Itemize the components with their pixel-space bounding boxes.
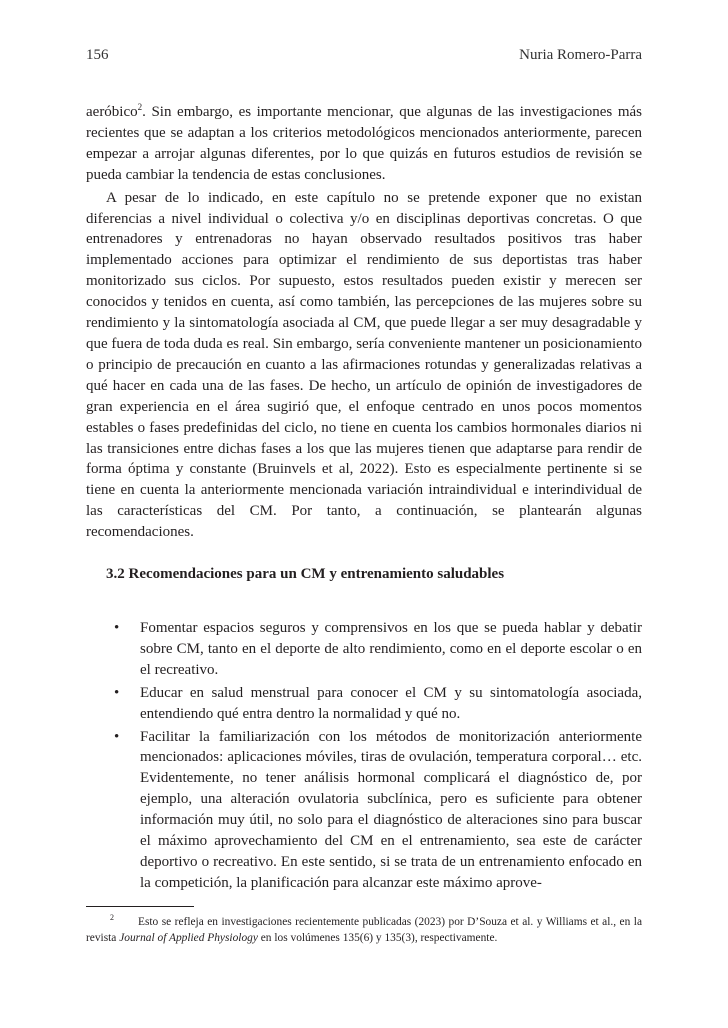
footnote: 2 Esto se refleja en investigaciones recientemente publicadas (2023) por D’Souza et al. y Williams et al., en la revista Journal of Applied Physiology en los volúmenes 135(6) y 135(3), respectivamente.: [86, 913, 642, 944]
footnote-reference: 2: [137, 102, 143, 112]
paragraph-1: [86, 102, 642, 186]
footnote-divider: [86, 906, 194, 907]
running-header: [86, 46, 642, 64]
paragraph-1-start: aeróbico: [86, 104, 138, 120]
list-item: [86, 683, 642, 725]
page-number: 156: [86, 47, 109, 63]
list-item: [86, 618, 642, 681]
paragraph-1-rest: . Sin embargo, es importante mencionar, que algunas de las investigaciones más recientes que se adaptan a los criterios metodológicos mencionados anteriormente, parecen empezar a arrojar algunas diferentes, por lo que quizás en futuros estudios de revisión se pueda cambiar la tendencia de estas conclusiones.: [86, 104, 642, 183]
journal-title: Journal of Applied Physiology: [119, 932, 258, 944]
bullet: •: [114, 620, 120, 637]
bullet: •: [114, 728, 120, 745]
footnote-text-start: Esto se refleja en investigaciones recientemente publicadas (2023) por D’Souza et al. y Williams et al., en la revista: [86, 916, 642, 944]
section-heading: 3.2 Recomendaciones para un CM y entrenamiento saludables: [106, 566, 505, 583]
body-text: [86, 102, 642, 896]
list-item: [86, 727, 642, 894]
recommendations-list: [86, 618, 642, 894]
paragraph-2: A pesar de lo indicado, en este capítulo no se pretende exponer que no existan diferencias a nivel individual o colectiva y/o en disciplinas deportivas concretas. O que entrenadores y entrenadoras no hayan observado resultados positivos tras haber implementado acciones para optimizar el rendimiento de sus deportistas tras haber monitorizado sus ciclos. Por supuesto, estos resultados pueden existir y merecen ser conocidos y tenidos en cuenta, así como también, las percepciones de las mujeres sobre su rendimiento y la sintomatología asociada al CM, que puede llegar a ser muy desagradable y que fuera de toda duda es real. Sin embargo, sería conveniente mantener un posicionamiento o principio de precaución en cuanto a las afirmaciones rotundas y generalizadas relativas a qué hacer en cada una de las fases. De hecho, un artículo de opinión de investigadores de gran experiencia en el área sugirió que, el enfoque centrado en unos pocos momentos estables o fases predefinidas del ciclo, no tiene en cuenta los cambios hormonales diarios ni las transiciones entre dichas fases a los que las mujeres tienen que adaptarse para rendir de forma óptima y constante (Bruinvels et al, 2022). Esto es especialmente pertinente si se tiene en cuenta la anteriormente mencionada variación intraindividual e interindividual de las características del CM. Por tanto, a continuación, se plantearán algunas recomendaciones.: [86, 189, 642, 541]
running-author: Nuria Romero-Parra: [519, 47, 642, 63]
list-item-text: Fomentar espacios seguros y comprensivos en los que se pueda hablar y debatir sobre CM, tanto en el deporte de alto rendimiento, como en el deporte escolar o en el recreativo.: [140, 620, 642, 678]
footnote-text-end: en los volúmenes 135(6) y 135(3), respectivamente.: [257, 932, 498, 944]
list-item-text: Facilitar la familiarización con los métodos de monitorización anteriormente mencionados: aplicaciones móviles, tiras de ovulación, temperatura corporal… etc. Evidentemente, no tener análisis hormonal complicará el diagnóstico de, por ejemplo, una alteración ovulatoria subclínica, pero es suficiente para obtener información muy útil, no solo para el diagnóstico de alteraciones sino para buscar el máximo aprovechamiento del CM en el entrenamiento, sea este de carácter deportivo o recreativo. En este sentido, si se trata de un entrenamiento enfocado en la competición, la planificación para alcanzar este máximo aprove-: [140, 728, 642, 891]
list-item-text: Educar en salud menstrual para conocer el CM y su sintomatología asociada, entendiendo qué entra dentro la normalidad y qué no.: [140, 684, 642, 722]
bullet: •: [114, 684, 120, 701]
